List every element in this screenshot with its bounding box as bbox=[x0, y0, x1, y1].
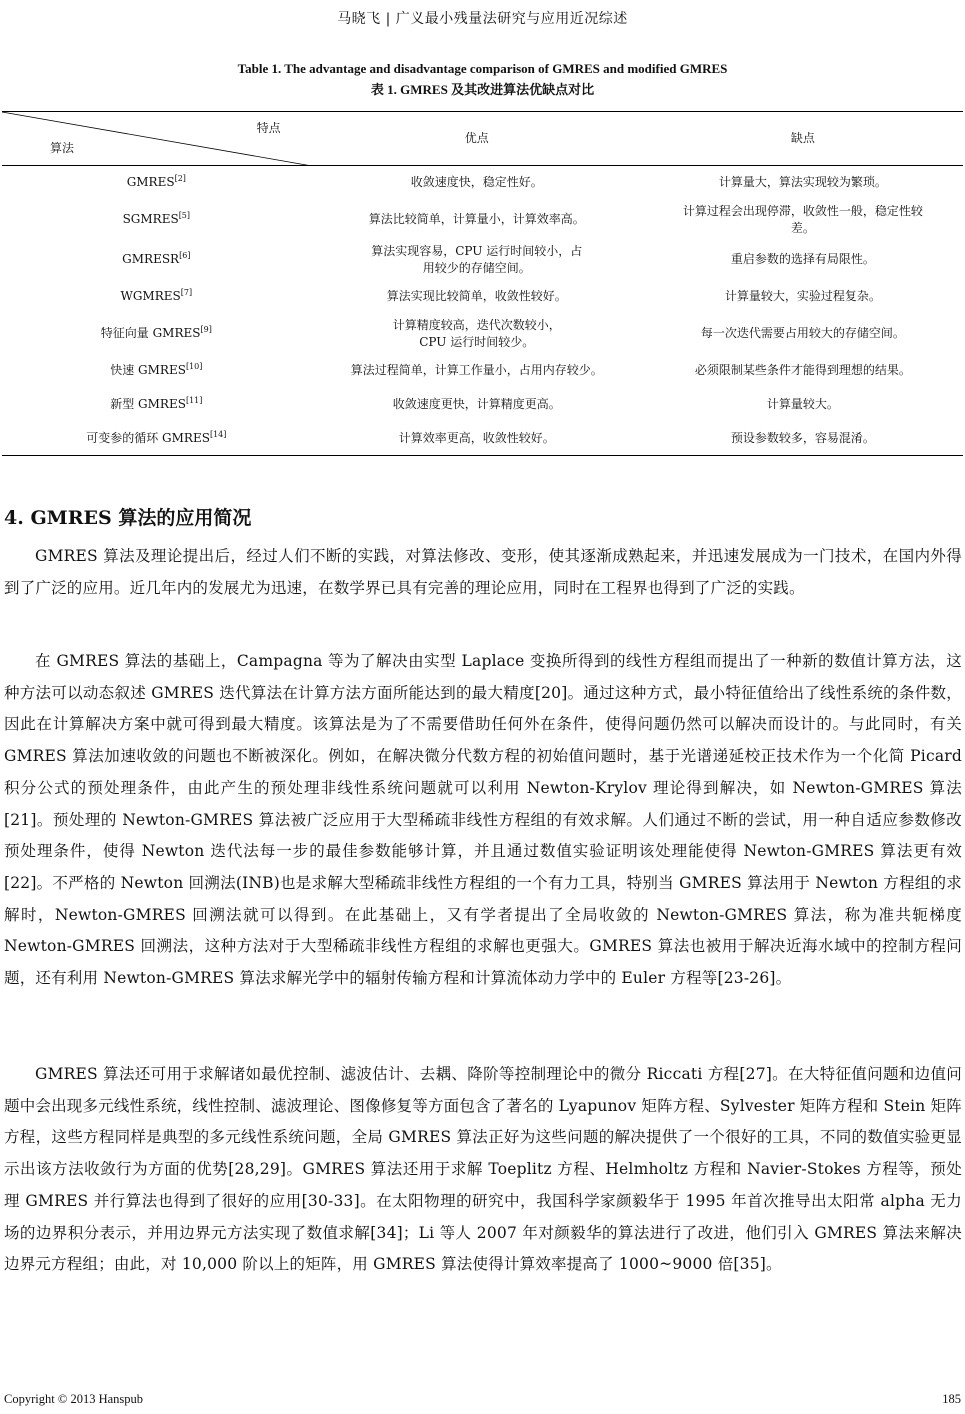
table-row bbox=[2, 422, 963, 456]
disadvantage-cell: 重启参数的选择有局限性。 bbox=[730, 252, 875, 266]
running-header: 马晓飞 | 广义最小残量法研究与应用近况综述 bbox=[337, 11, 628, 27]
table-row bbox=[2, 280, 963, 314]
advantage-cell: 算法实现容易，CPU 运行时间较小，占用较少的存储空间。 bbox=[371, 243, 583, 275]
disadvantage-cell: 必须限制某些条件才能得到理想的结果。 bbox=[694, 363, 911, 377]
algorithm-cell: 新型 GMRES[11] bbox=[110, 396, 203, 411]
algorithm-cell: 可变参的循环 GMRES[14] bbox=[86, 429, 227, 445]
table-row bbox=[2, 166, 963, 200]
body-paragraph: GMRES 算法及理论提出后，经过人们不断的实践，对算法修改、变形，使其逐渐成熟起来，并迅速发展成为一门技术，在国内外得到了广泛的应用。近几年内的发展尤为迅速，在数学界已具有完善的理论应用，同时在工程界也得到了广泛的实践。 bbox=[4, 547, 962, 597]
table-row bbox=[2, 240, 963, 280]
header-advantage: 优点 bbox=[464, 131, 489, 145]
advantage-cell: 计算精度较高，迭代次数较小，CPU 运行时间较少。 bbox=[392, 317, 561, 349]
body-paragraph: GMRES 算法还可用于求解诸如最优控制、滤波估计、去耦、降阶等控制理论中的微分 Riccati 方程[27]。在大特征值问题和边值问题中会出现多元线性系统，线性控制、滤波理论、图像修复等方面包含了著名的 Lyapunov 矩阵方程、Sylvester 矩阵方程和 Stein 矩阵方程，这些方程同样是典型的多元线性系统问题，全局 GMRES 算法正好为这些问题的解决提供了一个很好的工具，不同的数值实验更显示出该方法收敛行为方面的优势[28,29]。GMRES 算法还用于求解 Toeplitz 方程、Helmholtz 方程和 Navier-Stokes 方程等，预处理 GMRES 并行算法也得到了很好的应用[30-33]。在太阳物理的研究中，我国科学家颜毅华于 1995 年首次推导出太阳常 alpha 无力场的边界积分表示，并用边界元方法实现了数值求解[34]；Li 等人 2007 年对颜毅华的算法进行了改进，他们引入 GMRES 算法来解决边界元方程组；由此，对 10,000 阶以上的矩阵，用 GMRES 算法使得计算效率提高了 1000~9000 倍[35]。 bbox=[4, 1065, 962, 1274]
advantage-cell: 算法比较简单，计算量小，计算效率高。 bbox=[368, 212, 585, 226]
page-footer bbox=[4, 1392, 961, 1407]
advantage-cell: 算法实现比较简单，收敛性较好。 bbox=[386, 289, 567, 303]
table-row bbox=[2, 354, 963, 388]
disadvantage-cell: 计算量大，算法实现较为繁琐。 bbox=[718, 175, 887, 190]
page-number: 185 bbox=[942, 1392, 961, 1406]
advantage-cell: 计算效率更高，收敛性较好。 bbox=[398, 430, 555, 445]
header-disadvantage: 缺点 bbox=[790, 131, 815, 145]
algorithm-cell: 快速 GMRES[10] bbox=[110, 362, 203, 377]
disadvantage-cell: 每一次迭代需要占用较大的存储空间。 bbox=[700, 326, 905, 340]
table-row bbox=[2, 388, 963, 422]
table-row bbox=[2, 314, 963, 354]
table-caption-zh: 表 1. GMRES 及其改进算法优缺点对比 bbox=[370, 82, 595, 97]
algorithm-cell: GMRES[2] bbox=[126, 174, 186, 190]
algorithm-cell: WGMRES[7] bbox=[120, 288, 193, 303]
disadvantage-cell: 计算过程会出现停滞，收敛性一般，稳定性较差。 bbox=[682, 203, 923, 235]
header-algorithm-label: 算法 bbox=[50, 141, 75, 155]
disadvantage-cell: 计算量较大。 bbox=[766, 397, 839, 411]
advantage-cell: 收敛速度快，稳定性好。 bbox=[410, 175, 543, 190]
comparison-table bbox=[2, 111, 963, 456]
body-paragraph: 在 GMRES 算法的基础上，Campagna 等为了解决由实型 Laplace 变换所得到的线性方程组而提出了一种新的数值计算方法，这种方法可以动态叙述 GMRES 迭代算法在计算方法方面所能达到的最大精度[20]。通过这种方式，最小特征值给出了线性系统的条件数，因此在计算解决方案中就可得到最大精度。该算法是为了不需要借助任何外在条件，使得问题仍然可以解决而设计的。与此同时，有关 GMRES 算法加速收敛的问题也不断被深化。例如，在解决微分代数方程的初始值问题时，基于光谱递延校正技术作为一个化简 Picard 积分公式的预处理条件，由此产生的预处理非线性系统问题就可以利用 Newton-Krylov 理论得到解决，如 Newton-GMRES 算法[21]。预处理的 Newton-GMRES 算法被广泛应用于大型稀疏非线性方程组的有效求解。人们通过不断的尝试，用一种自适应参数修改预处理条件，使得 Newton 迭代法每一步的最佳参数能够计算，并且通过数值实验证明该处理能使得 Newton-GMRES 算法更有效[22]。不严格的 Newton 回溯法(INB)也是求解大型稀疏非线性方程组的一个有力工具，特别当 GMRES 算法用于 Newton 方程组的求解时，Newton-GMRES 回溯法就可以得到。在此基础上，又有学者提出了全局收敛的 Newton-GMRES 算法，称为准共轭梯度 Newton-GMRES 回溯法，这种方法对于大型稀疏非线性方程组的求解也更强大。GMRES 算法也被用于解决近海水域中的控制方程问题，还有利用 Newton-GMRES 算法求解光学中的辐射传输方程和计算流体动力学中的 Euler 方程等[23-26]。 bbox=[4, 652, 962, 988]
disadvantage-cell: 预设参数较多，容易混淆。 bbox=[730, 430, 875, 445]
table-caption-en: Table 1. The advantage and disadvantage comparison of GMRES and modified GMRES bbox=[237, 61, 728, 76]
algorithm-cell: 特征向量 GMRES[9] bbox=[100, 325, 212, 340]
table-header-row bbox=[2, 112, 963, 166]
algorithm-cell: SGMRES[5] bbox=[122, 211, 191, 226]
algorithm-cell: GMRESR[6] bbox=[122, 251, 191, 266]
disadvantage-cell: 计算量较大，实验过程复杂。 bbox=[724, 289, 881, 303]
section-title: 4. GMRES 算法的应用简况 bbox=[4, 507, 252, 529]
header-feature-label: 特点 bbox=[256, 121, 281, 135]
advantage-cell: 算法过程简单，计算工作量小，占用内存较少。 bbox=[350, 363, 603, 377]
table-row bbox=[2, 200, 963, 240]
advantage-cell: 收敛速度更快，计算精度更高。 bbox=[392, 397, 561, 411]
copyright-notice: Copyright © 2013 Hanspub bbox=[4, 1392, 144, 1406]
diagonal-header-cell bbox=[2, 112, 311, 166]
